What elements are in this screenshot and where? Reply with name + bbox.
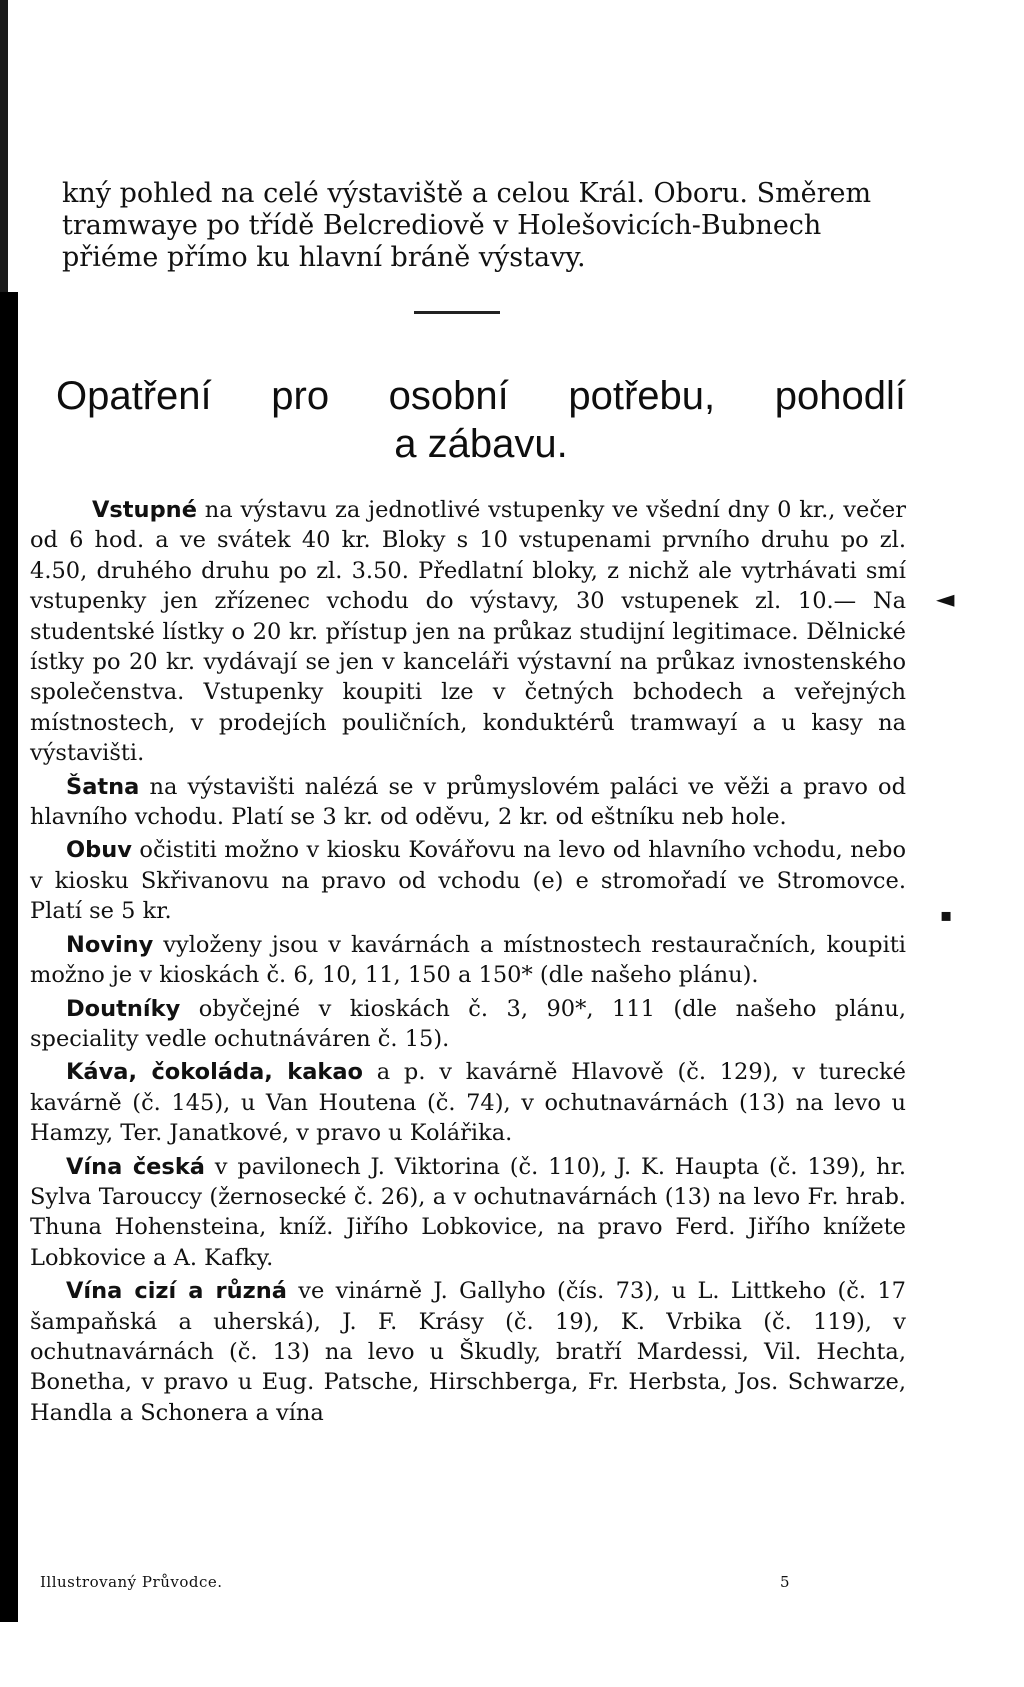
paragraph-lead: Noviny: [66, 931, 154, 958]
section-body: [30, 495, 906, 1431]
paragraph-text: na výstavu za jednotlivé vstupenky ve všední dny 0 kr., večer od 6 hod. a ve svátek 40 kr. Bloky s 10 vstupenami prvního druhu po zl. 4.50, druhého druhu po zl. 3.50. Předlatní bloky, z nichž ale vytrhávati smí vstupenky jen zřízenec vchodu do výstavy, 30 vstupenek zl. 10.— Na studentské lístky o 20 kr. přístup jen na průkaz studijní legitimace. Dělnické ístky po 20 kr. vydávají se jen v kanceláři výstavní na průkaz ivnostenského společenstva. Vstupenky koupiti lze v četných bchodech a veřejných místnostech, v prodejích pouličních, konduktérů tramwayí a u kasy na výstavišti.: [30, 497, 906, 767]
paragraph-lead: Káva, čokoláda, kakao: [66, 1059, 363, 1086]
signature-mark: 5: [780, 1573, 791, 1591]
scan-shadow-left: [0, 292, 18, 1622]
paragraph-obuv: [30, 835, 906, 926]
paragraph-text: ve vinárně J. Gallyho (čís. 73), u L. Littkeho (č. 17 šampaňská a uherská), J. F. Krásy (č. 19), K. Vrbika (č. 119), v ochutnavárnách (č. 13) na levo u Škudly, bratří Mardessi, Vil. Hechta, Bonetha, v pravo u Eug. Patsche, Hirschberga, Fr. Herbsta, Jos. Schwarze, Handla a Schonera a vína: [30, 1278, 906, 1426]
heading-line-2: a zábavu.: [394, 422, 568, 466]
paragraph-satna: [30, 772, 906, 833]
margin-arrow-icon: ◄: [936, 585, 955, 613]
paragraph-vina-cizi: [30, 1276, 906, 1428]
margin-dot-icon: ▪: [940, 905, 953, 926]
paragraph-text: očistiti možno v kiosku Kovářovu na levo od hlavního vchodu, nebo v kiosku Skřivanovu na pravo od vchodu (e) e stromořadí ve Stromovce. Platí se 5 kr.: [30, 837, 906, 925]
paragraph-doutniky: [30, 994, 906, 1055]
paragraph-text: obyčejné v kioskách č. 3, 90*, 111 (dle našeho plánu, speciality vedle ochutnáváren č. 15).: [30, 995, 906, 1052]
paragraph-noviny: [30, 930, 906, 991]
paragraph-text: na výstavišti nalézá se v průmyslovém paláci ve věži a pravo od hlavního vchodu. Platí se 3 kr. od oděvu, 2 kr. od eštníku neb hole.: [30, 773, 906, 831]
section-divider: [414, 311, 500, 314]
intro-paragraph: [62, 178, 902, 274]
intro-text: kný pohled na celé výstaviště a celou Král. Oboru. Směrem tramwaye po třídě Belcrediově v Holešovicích-Bubnech přiéme přímo ku hlavní bráně výstavy.: [62, 178, 872, 273]
paragraph-lead: Šatna: [66, 773, 140, 800]
paragraph-lead: Vstupné: [92, 497, 197, 523]
section-heading: [56, 372, 906, 468]
paragraph-text: vyloženy jsou v kavárnách a místnostech restauračních, koupiti možno je v kioskách č. 6, 10, 11, 150 a 150* (dle našeho plánu).: [30, 931, 906, 989]
scan-shadow-top: [0, 0, 8, 300]
paragraph-vstupne: [30, 495, 906, 769]
paragraph-text: a p. v kavárně Hlavově (č. 129), v turecké kavárně (č. 145), u Van Houtena (č. 74), v ochutnavárnách (13) na levo u Hamzy, Ter. Janatkové, v pravo u Kolářika.: [30, 1059, 906, 1147]
paragraph-text: v pavilonech J. Viktorina (č. 110), J. K. Haupta (č. 139), hr. Sylva Tarouccy (žernosecké č. 26), a v ochutnavárnách (13) na levo Fr. hrab. Thuna Hohensteina, kníž. Jiřího Lobkovice, na pravo Ferd. Jiřího knížete Lobkovice a A. Kafky.: [30, 1153, 906, 1271]
paragraph-kava: [30, 1057, 906, 1148]
paragraph-lead: Vína cizí a různá: [66, 1278, 287, 1305]
paragraph-lead: Doutníky: [66, 995, 181, 1022]
footer-title: Illustrovaný Průvodce.: [40, 1573, 223, 1591]
heading-line-1: Opatření pro osobní potřebu, pohodlí: [56, 374, 906, 418]
paragraph-vina-ceska: [30, 1152, 906, 1274]
page-footer: [40, 1573, 800, 1591]
paragraph-lead: Vína česká: [66, 1153, 205, 1180]
paragraph-lead: Obuv: [66, 837, 132, 864]
